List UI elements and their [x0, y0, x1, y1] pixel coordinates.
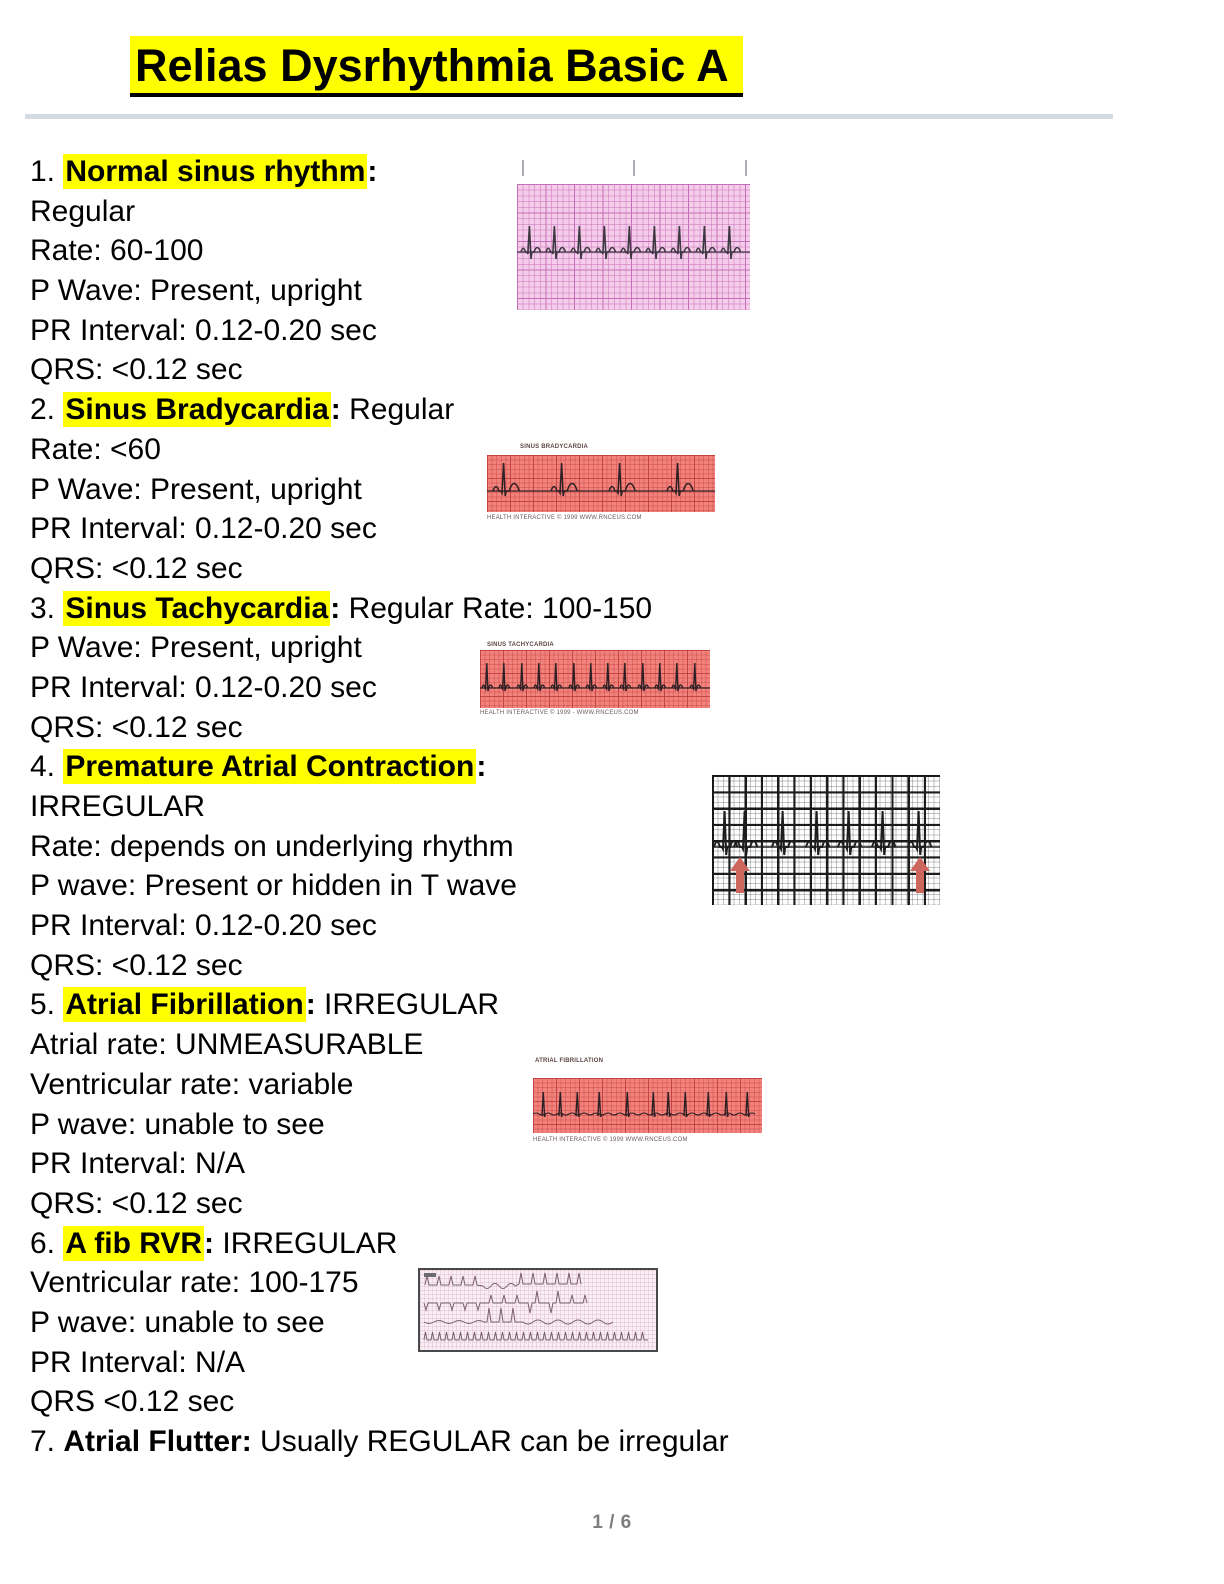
ecg-grid — [533, 1078, 762, 1133]
section-4-line: P wave: Present or hidden in T wave — [30, 869, 517, 903]
ecg-grid — [487, 455, 715, 512]
ecg-strip-label: SINUS TACHYCARDIA — [487, 642, 554, 648]
document-title — [130, 36, 743, 97]
ecg-strip-sinus-tachycardia — [478, 637, 712, 717]
ecg-strip-premature-atrial-contraction — [712, 775, 940, 905]
section-5-line: PR Interval: N/A — [30, 1147, 246, 1181]
section-number: 4. — [30, 750, 64, 784]
section-number: 7. — [30, 1425, 64, 1458]
section-6-line: QRS <0.12 sec — [30, 1385, 235, 1419]
section-2-heading: 2. Sinus Bradycardia: Regular — [30, 393, 455, 427]
calibration-ticks — [517, 158, 750, 184]
section-7-heading: 7. Atrial Flutter: Usually REGULAR can be irregular — [30, 1425, 729, 1458]
section-number: 5. — [30, 988, 64, 1022]
section-title-highlight: Atrial Fibrillation — [65, 988, 304, 1022]
section-1-heading: 1. Normal sinus rhythm: — [30, 155, 378, 188]
ecg-strip-caption: HEALTH INTERACTIVE © 1999 - WWW.RNCEUS.COM — [480, 710, 639, 716]
section-6-line: Ventricular rate: 100-175 — [30, 1266, 359, 1300]
document-title-highlight: Relias Dysrhythmia Basic A — [130, 36, 743, 97]
section-2-line: P Wave: Present, upright — [30, 472, 362, 506]
section-1-line: Rate: 60-100 — [30, 234, 204, 268]
section-number: 3. — [30, 591, 64, 625]
section-number: 2. — [30, 393, 64, 427]
section-5-line: Atrial rate: UNMEASURABLE — [30, 1028, 424, 1062]
section-4-line: IRREGULAR — [30, 790, 206, 823]
section-title-highlight: Sinus Bradycardia — [65, 393, 329, 427]
section-3-line: QRS: <0.12 sec — [30, 710, 243, 744]
pac-arrow-icon — [730, 857, 750, 893]
ecg-strip-normal-sinus-rhythm — [517, 158, 750, 310]
ecg-strip-caption: HEALTH INTERACTIVE © 1999 WWW.RNCEUS.COM — [533, 1137, 688, 1143]
section-6-line: PR Interval: N/A — [30, 1345, 246, 1379]
ecg-strip-caption: HEALTH INTERACTIVE © 1999 WWW.RNCEUS.COM — [487, 515, 642, 521]
section-4-line: PR Interval: 0.12-0.20 sec — [30, 909, 377, 943]
ecg-grid — [517, 184, 750, 310]
ecg-strip-sinus-bradycardia — [478, 432, 716, 525]
section-6-line: P wave: unable to see — [30, 1305, 325, 1339]
section-2-line: PR Interval: 0.12-0.20 sec — [30, 512, 377, 546]
section-1-line: PR Interval: 0.12-0.20 sec — [30, 313, 377, 347]
section-number: 1. — [30, 155, 64, 188]
page-number: 1 / 6 — [592, 1512, 632, 1533]
section-1-line: QRS: <0.12 sec — [30, 353, 243, 387]
section-title-highlight: A fib RVR — [65, 1226, 203, 1260]
section-title-highlight: Premature Atrial Contraction — [65, 750, 475, 784]
section-title-highlight: Sinus Tachycardia — [65, 591, 329, 625]
section-3-heading: 3. Sinus Tachycardia: Regular Rate: 100-150 — [30, 591, 653, 625]
section-6-heading: 6. A fib RVR: IRREGULAR — [30, 1226, 398, 1260]
section-3-line: P Wave: Present, upright — [30, 631, 362, 665]
section-1-line: P Wave: Present, upright — [30, 274, 362, 308]
ecg-strip-afib-rvr-12-lead — [418, 1268, 658, 1352]
ecg-strip-label: SINUS BRADYCARDIA — [520, 444, 589, 450]
section-3-line: PR Interval: 0.12-0.20 sec — [30, 670, 377, 704]
section-5-heading: 5. Atrial Fibrillation: IRREGULAR — [30, 988, 500, 1022]
section-1-line: Regular — [30, 194, 136, 228]
section-4-heading: 4. Premature Atrial Contraction: — [30, 750, 487, 784]
section-5-line: Ventricular rate: variable — [30, 1067, 354, 1101]
section-4-line: Rate: depends on underlying rhythm — [30, 829, 514, 863]
strip-header-mark — [424, 1273, 436, 1277]
ecg-strip-label: ATRIAL FIBRILLATION — [535, 1058, 604, 1064]
section-5-line: QRS: <0.12 sec — [30, 1186, 243, 1220]
section-4-line: QRS: <0.12 sec — [30, 948, 243, 982]
section-5-line: P wave: unable to see — [30, 1107, 325, 1141]
section-2-line: Rate: <60 — [30, 432, 161, 466]
ecg-strip-atrial-fibrillation — [528, 1053, 762, 1147]
section-2-line: QRS: <0.12 sec — [30, 551, 243, 585]
title-divider — [25, 114, 1113, 119]
ecg-grid — [480, 650, 710, 708]
pac-arrow-icon — [910, 857, 930, 893]
section-title-highlight: Normal sinus rhythm — [65, 155, 366, 188]
section-number: 6. — [30, 1226, 64, 1260]
